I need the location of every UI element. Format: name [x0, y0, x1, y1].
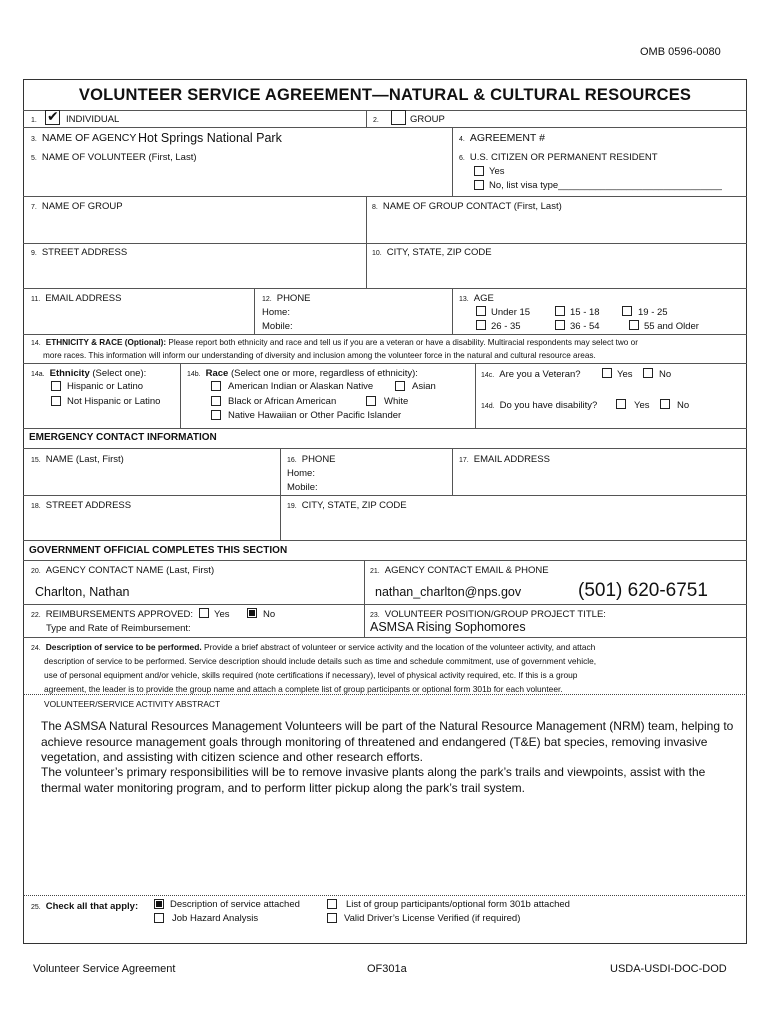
street-address-label: STREET ADDRESS — [41, 247, 128, 258]
description-instructions-line4: agreement, the leader is to provide the group name and attach a complete list of group participants or optional form 301b for each volunteer. — [44, 684, 563, 694]
citizen-yes-label: Yes — [489, 166, 505, 177]
email-label: EMAIL ADDRESS — [45, 293, 122, 304]
race-opt-label: Asian — [412, 381, 436, 392]
citizen-no-label: No, list visa type_______________________________ — [489, 180, 722, 191]
emergency-phone-mobile-label: Mobile: — [287, 482, 318, 493]
citizen-yes-checkbox[interactable] — [474, 166, 484, 176]
age-55-older-checkbox[interactable] — [629, 320, 639, 330]
ethnicity-opt-label: Hispanic or Latino — [67, 381, 144, 392]
veteran-yes-label: Yes — [617, 369, 633, 380]
race-black-checkbox[interactable] — [211, 396, 221, 406]
age-36-54-checkbox[interactable] — [555, 320, 565, 330]
position-title-value[interactable]: ASMSA Rising Sophomores — [370, 620, 526, 634]
disability-label: Do you have disability? — [499, 400, 598, 411]
veteran-yes-checkbox[interactable] — [602, 368, 612, 378]
race-opt-label: White — [384, 396, 409, 407]
reimbursement-no-label: No — [263, 609, 276, 620]
race-american-indian-checkbox[interactable] — [211, 381, 221, 391]
race-opt-label: Native Hawaiian or Other Pacific Islander — [228, 410, 402, 421]
emergency-name-label: NAME (Last, First) — [45, 454, 124, 465]
form-title: VOLUNTEER SERVICE AGREEMENT—NATURAL & CULTURAL RESOURCES — [78, 86, 692, 104]
ethnicity-opt-label: Not Hispanic or Latino — [67, 396, 161, 407]
description-instructions-line2: description of service to be performed. Service description should include details such as time and schedule commitment, use of government vehicle, — [44, 656, 597, 666]
disability-no-checkbox[interactable] — [660, 399, 670, 409]
phone-label: PHONE — [276, 293, 311, 304]
agency-name-value[interactable]: Hot Springs National Park — [138, 131, 282, 145]
citizen-label: U.S. CITIZEN OR PERMANENT RESIDENT — [469, 152, 658, 163]
race-pacific-islander-checkbox[interactable] — [211, 410, 221, 420]
omb-number: OMB 0596-0080 — [640, 46, 721, 58]
ethnicity-race-instructions: 14. ETHNICITY & RACE (Optional): Please report both ethnicity and race and tell us if you are a veteran or have a disability. Multiracial respondents may select two or — [31, 338, 638, 347]
group-checkbox[interactable] — [391, 110, 406, 125]
emergency-phone-label: PHONE — [301, 454, 336, 465]
race-opt-label: American Indian or Alaskan Native — [228, 381, 374, 392]
emergency-city-label: CITY, STATE, ZIP CODE — [301, 500, 407, 511]
age-19-25-checkbox[interactable] — [622, 306, 632, 316]
drivers-license-checkbox[interactable] — [327, 913, 337, 923]
reimbursements-label: REIMBURSEMENTS APPROVED: — [45, 609, 194, 620]
description-instructions-line1: 24. Description of service to be performed. Provide a brief abstract of volunteer or service activity and the location of the volunteer activity, and attach — [31, 642, 596, 652]
abstract-label: VOLUNTEER/SERVICE ACTIVITY ABSTRACT — [44, 699, 221, 709]
volunteer-name-label: NAME OF VOLUNTEER (First, Last) — [41, 152, 197, 163]
agreement-number-label: AGREEMENT # — [469, 132, 545, 144]
veteran-no-label: No — [659, 369, 672, 380]
age-opt-label: 26 - 35 — [491, 321, 521, 332]
description-attached-checkbox[interactable] — [154, 899, 164, 909]
reimbursement-yes-checkbox[interactable] — [199, 608, 209, 618]
disability-no-label: No — [677, 400, 690, 411]
age-under-15-checkbox[interactable] — [476, 306, 486, 316]
agency-label: NAME OF AGENCY — [41, 132, 137, 144]
emergency-email-label: EMAIL ADDRESS — [473, 454, 550, 465]
footer-form-name: Volunteer Service Agreement — [33, 963, 176, 975]
group-list-checkbox[interactable] — [327, 899, 337, 909]
age-opt-label: 15 - 18 — [570, 307, 600, 318]
veteran-no-checkbox[interactable] — [643, 368, 653, 378]
emergency-contact-heading: EMERGENCY CONTACT INFORMATION — [29, 432, 217, 443]
city-state-zip-label: CITY, STATE, ZIP CODE — [386, 247, 492, 258]
emergency-phone-home-label: Home: — [287, 468, 315, 479]
ethnicity-label: Ethnicity — [49, 368, 90, 379]
race-opt-label: Black or African American — [228, 396, 337, 407]
individual-label: INDIVIDUAL — [66, 114, 120, 125]
emergency-street-label: STREET ADDRESS — [45, 500, 132, 511]
group-label: GROUP — [410, 114, 445, 125]
job-hazard-checkbox[interactable] — [154, 913, 164, 923]
race-white-checkbox[interactable] — [366, 396, 376, 406]
age-opt-label: 19 - 25 — [638, 307, 668, 318]
agency-contact-email-phone-label: AGENCY CONTACT EMAIL & PHONE — [384, 565, 549, 576]
agency-contact-name-label: AGENCY CONTACT NAME (Last, First) — [45, 565, 215, 576]
age-opt-label: 55 and Older — [644, 321, 699, 332]
age-26-35-checkbox[interactable] — [476, 320, 486, 330]
age-opt-label: 36 - 54 — [570, 321, 600, 332]
race-asian-checkbox[interactable] — [395, 381, 405, 391]
checklist-opt-label: List of group participants/optional form 301b attached — [346, 899, 570, 910]
abstract-paragraph-2[interactable]: The volunteer’s primary responsibilities will be to remove invasive plants along the park’s trails and viewpoints, assist with the thermal water monitoring program, and to perform litter pickup along the park’s trail system. — [41, 765, 706, 795]
disability-yes-checkbox[interactable] — [616, 399, 626, 409]
agency-contact-email-value[interactable]: nathan_charlton@nps.gov — [375, 585, 522, 599]
age-15-18-checkbox[interactable] — [555, 306, 565, 316]
race-label: Race — [205, 368, 229, 379]
disability-yes-label: Yes — [634, 400, 650, 411]
abstract-paragraph-1[interactable]: The ASMSA Natural Resources Management Volunteers will be part of the Natural Resource Management (NRM) team, helping to achieve resource management goals through monitoring of threatened and endangered (T&E) bat species, removing invasive vegetation, and assisting with citizen science and other research efforts. — [41, 719, 734, 765]
age-opt-label: Under 15 — [491, 307, 531, 318]
position-title-label: VOLUNTEER POSITION/GROUP PROJECT TITLE: — [384, 609, 606, 620]
phone-home-label: Home: — [262, 307, 290, 318]
reimbursement-yes-label: Yes — [214, 609, 230, 620]
checklist-opt-label: Job Hazard Analysis — [172, 913, 259, 924]
footer-form-number: OF301a — [367, 963, 407, 975]
description-instructions-line3: use of personal equipment and/or vehicle, skills required (note certifications if necessary), level of physical activity required, etc. If this is a group — [44, 670, 578, 680]
hispanic-checkbox[interactable] — [51, 381, 61, 391]
not-hispanic-checkbox[interactable] — [51, 396, 61, 406]
phone-mobile-label: Mobile: — [262, 321, 293, 332]
footer-agencies: USDA-USDI-DOC-DOD — [610, 963, 727, 975]
government-section-heading: GOVERNMENT OFFICIAL COMPLETES THIS SECTION — [29, 545, 288, 556]
group-contact-label: NAME OF GROUP CONTACT (First, Last) — [382, 201, 562, 212]
checklist-opt-label: Valid Driver’s License Verified (if required) — [344, 913, 521, 924]
checklist-opt-label: Description of service attached — [170, 899, 300, 910]
group-name-label: NAME OF GROUP — [41, 201, 123, 212]
individual-checkbox[interactable]: ✔ — [47, 108, 59, 124]
age-label: AGE — [473, 293, 494, 304]
citizen-no-checkbox[interactable] — [474, 180, 484, 190]
agency-contact-phone-value[interactable]: (501) 620-6751 — [578, 580, 708, 601]
reimbursement-type-label: Type and Rate of Reimbursement: — [46, 623, 191, 634]
veteran-label: Are you a Veteran? — [499, 369, 581, 380]
reimbursement-no-checkbox[interactable] — [247, 608, 257, 618]
ethnicity-race-instructions-2: more races. This information will inform our understanding of diversity and inclusion among the volunteer force in the natural and cultural resource areas. — [43, 351, 596, 360]
agency-contact-name-value[interactable]: Charlton, Nathan — [35, 585, 130, 599]
checklist-label: Check all that apply: — [45, 901, 139, 912]
